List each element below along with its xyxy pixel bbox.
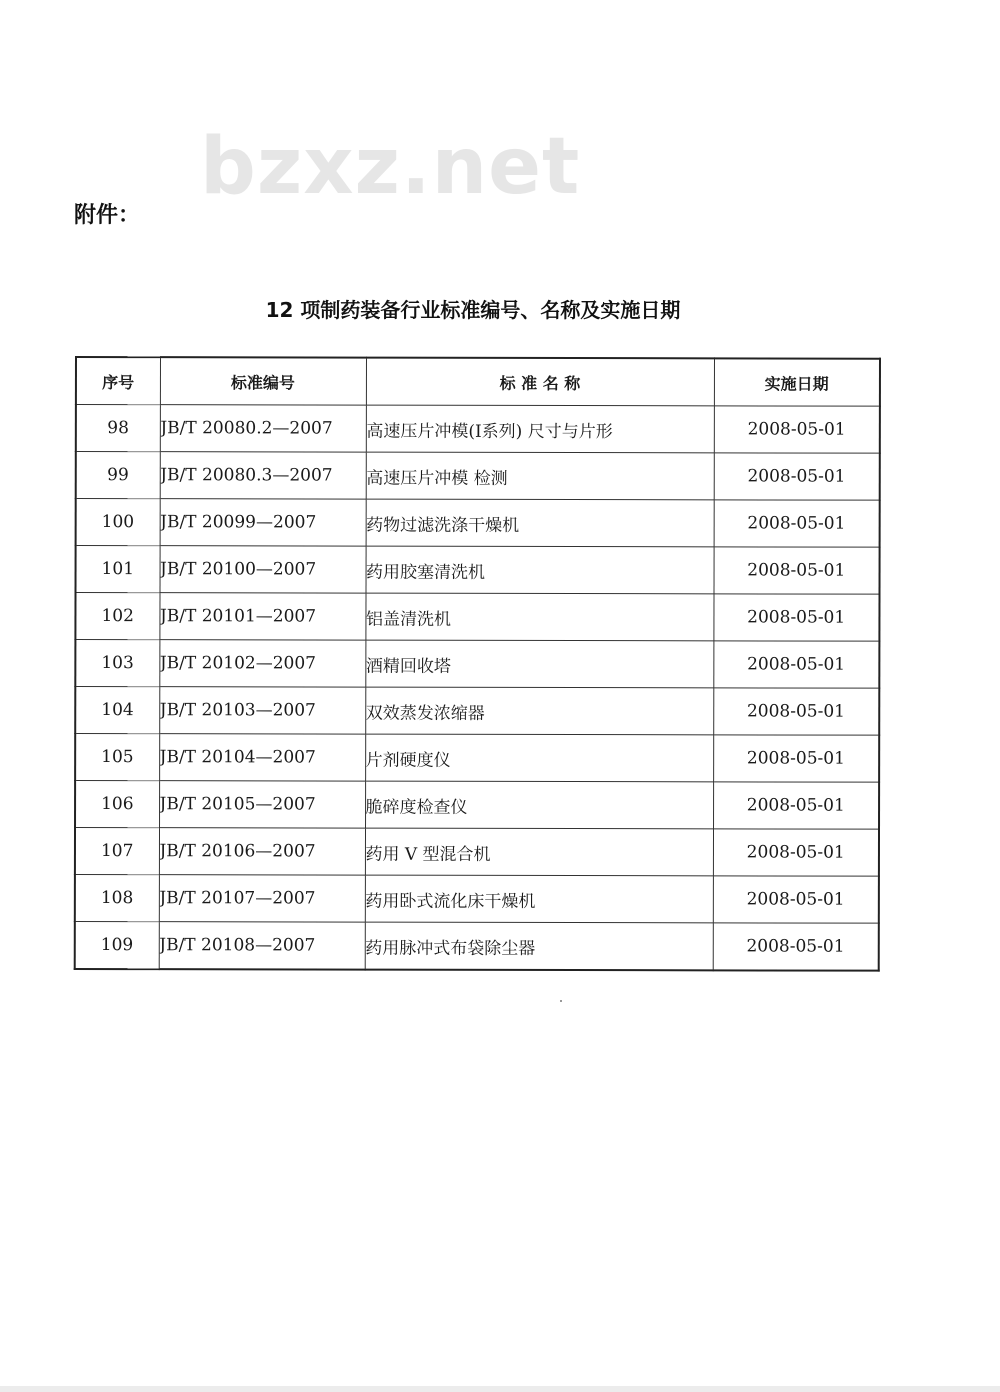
row-code: JB/T 20102—2007 bbox=[159, 640, 365, 687]
row-code: JB/T 20104—2007 bbox=[159, 734, 365, 781]
row-seq: 105 bbox=[75, 734, 159, 781]
row-seq: 103 bbox=[75, 640, 159, 687]
row-date: 2008-05-01 bbox=[714, 453, 880, 500]
table-row bbox=[75, 593, 879, 642]
table-row bbox=[76, 452, 880, 501]
row-name: 药用胶塞清洗机 bbox=[366, 546, 714, 594]
table-body bbox=[75, 405, 880, 971]
row-seq: 100 bbox=[76, 499, 160, 546]
row-code: JB/T 20105—2007 bbox=[159, 781, 365, 828]
row-date: 2008-05-01 bbox=[714, 406, 880, 453]
row-code: JB/T 20080.3—2007 bbox=[160, 452, 366, 499]
row-date: 2008-05-01 bbox=[713, 782, 879, 829]
row-date: 2008-05-01 bbox=[713, 923, 879, 971]
row-name: 高速压片冲模 检测 bbox=[366, 452, 714, 500]
row-name: 片剂硬度仪 bbox=[365, 734, 713, 782]
row-name: 高速压片冲模(Ⅰ系列) 尺寸与片形 bbox=[366, 405, 714, 453]
row-seq: 106 bbox=[75, 781, 159, 828]
row-seq: 99 bbox=[76, 452, 160, 499]
row-seq: 108 bbox=[75, 875, 159, 922]
row-date: 2008-05-01 bbox=[713, 735, 879, 782]
row-code: JB/T 20106—2007 bbox=[159, 828, 365, 875]
row-code: JB/T 20101—2007 bbox=[159, 593, 365, 640]
row-name: 药物过滤洗涤干燥机 bbox=[366, 499, 714, 547]
row-code: JB/T 20103—2007 bbox=[159, 687, 365, 734]
row-seq: 104 bbox=[75, 687, 159, 734]
table-row bbox=[75, 734, 879, 783]
scan-edge bbox=[0, 1386, 1000, 1392]
row-code: JB/T 20100—2007 bbox=[160, 546, 366, 593]
document-title: 12 项制药装备行业标准编号、名称及实施日期 bbox=[265, 298, 681, 322]
table-row bbox=[75, 875, 879, 924]
row-code: JB/T 20107—2007 bbox=[159, 875, 365, 922]
row-name: 药用 V 型混合机 bbox=[365, 828, 713, 876]
table-header-row bbox=[76, 357, 880, 406]
row-date: 2008-05-01 bbox=[713, 594, 879, 641]
row-seq: 101 bbox=[76, 546, 160, 593]
table-row bbox=[75, 828, 879, 877]
header-name: 标 准 名 称 bbox=[366, 358, 714, 406]
standards-table bbox=[74, 356, 881, 972]
row-date: 2008-05-01 bbox=[713, 641, 879, 688]
header-code: 标准编号 bbox=[160, 357, 366, 405]
row-seq: 98 bbox=[76, 405, 160, 452]
row-name: 药用脉冲式布袋除尘器 bbox=[365, 922, 713, 970]
row-code: JB/T 20108—2007 bbox=[159, 922, 365, 970]
table-row bbox=[76, 499, 880, 548]
row-name: 铝盖清洗机 bbox=[365, 593, 713, 641]
row-name: 酒精回收塔 bbox=[365, 640, 713, 688]
table-row bbox=[75, 781, 879, 830]
row-name: 双效蒸发浓缩器 bbox=[365, 687, 713, 735]
table-row bbox=[75, 640, 879, 689]
table-row bbox=[75, 922, 879, 971]
row-code: JB/T 20080.2—2007 bbox=[160, 405, 366, 452]
row-date: 2008-05-01 bbox=[713, 876, 879, 923]
row-code: JB/T 20099—2007 bbox=[160, 499, 366, 546]
header-seq: 序号 bbox=[76, 357, 160, 405]
row-seq: 109 bbox=[75, 922, 159, 970]
attachment-label: 附件： bbox=[74, 203, 141, 228]
row-date: 2008-05-01 bbox=[714, 547, 880, 594]
row-seq: 102 bbox=[75, 593, 159, 640]
row-date: 2008-05-01 bbox=[713, 688, 879, 735]
row-name: 脆碎度检查仪 bbox=[365, 781, 713, 829]
row-date: 2008-05-01 bbox=[714, 500, 880, 547]
table-row bbox=[76, 546, 880, 595]
row-name: 药用卧式流化床干燥机 bbox=[365, 875, 713, 923]
header-date: 实施日期 bbox=[714, 358, 880, 406]
row-date: 2008-05-01 bbox=[713, 829, 879, 876]
table-row bbox=[75, 687, 879, 736]
row-seq: 107 bbox=[75, 828, 159, 875]
watermark: bzxz.net bbox=[200, 122, 581, 212]
scan-speck bbox=[560, 1000, 562, 1002]
table-row bbox=[76, 405, 880, 454]
